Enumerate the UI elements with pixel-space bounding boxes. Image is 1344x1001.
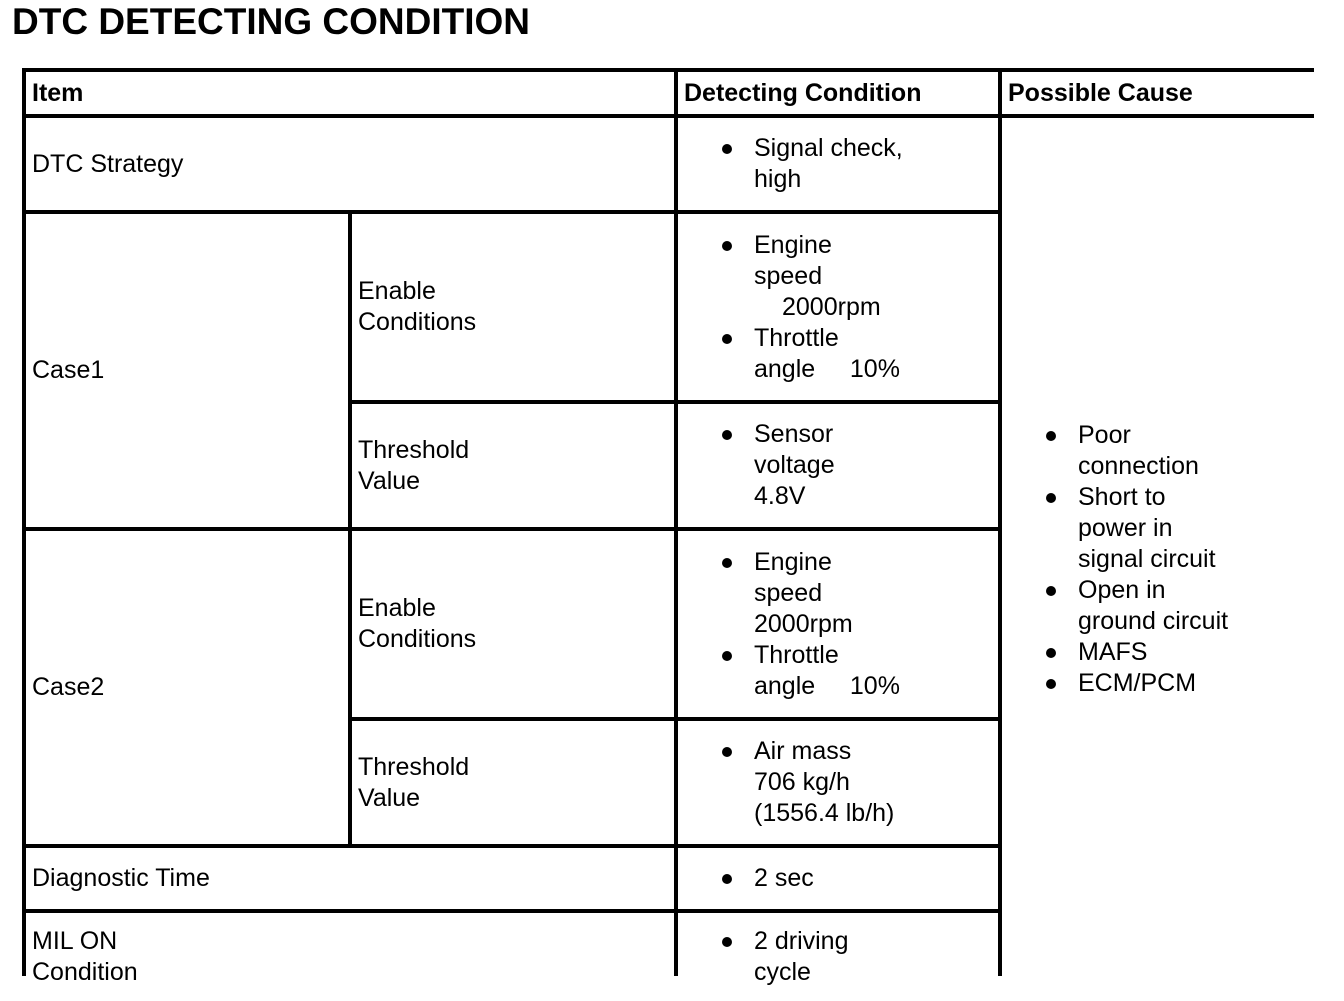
- list-item: [718, 419, 835, 512]
- list-item: [718, 926, 849, 988]
- cause-line: Poor: [1078, 421, 1131, 449]
- cause-line: ECM/PCM: [1078, 669, 1197, 697]
- condition-line: angle 10%: [754, 354, 900, 383]
- dtc-strategy-label: DTC Strategy: [26, 118, 674, 210]
- case1-enable-condition: [678, 214, 998, 400]
- case1-threshold-label: [352, 404, 674, 527]
- label-line: Value: [358, 783, 421, 812]
- label-line: Enable: [358, 277, 436, 305]
- case2-threshold-label: [352, 721, 674, 844]
- case1-label: Case1: [26, 214, 348, 527]
- condition-line: 2000rpm: [754, 609, 853, 638]
- header-possible-cause: Possible Cause: [1002, 72, 1322, 114]
- condition-line: Engine: [754, 230, 832, 259]
- dtc-table: [22, 68, 1314, 986]
- case2-enable-label: [352, 531, 674, 717]
- condition-line: Sensor: [754, 420, 834, 448]
- list-item: [718, 547, 900, 640]
- list-item: [1042, 420, 1228, 482]
- cause-line: connection: [1078, 452, 1199, 480]
- condition-line: (1556.4 lb/h): [754, 799, 895, 827]
- list-item: [718, 133, 903, 195]
- condition-line: Throttle: [754, 640, 839, 669]
- condition-line: speed: [754, 578, 823, 607]
- list-item: [718, 230, 900, 323]
- condition-line: speed: [754, 261, 823, 290]
- label-line: Conditions: [358, 308, 477, 336]
- condition-line: Air mass: [754, 737, 852, 765]
- diagnostic-time-condition: [678, 848, 998, 909]
- list-item: [718, 736, 894, 829]
- condition-line: cycle: [754, 958, 811, 986]
- list-item: [1042, 637, 1228, 668]
- cause-line: signal circuit: [1078, 545, 1216, 573]
- label-line: MIL ON: [32, 927, 118, 955]
- label-line: Condition: [32, 958, 138, 986]
- condition-line: 2000rpm: [782, 292, 881, 321]
- label-line: Threshold: [358, 752, 470, 781]
- case1-enable-label: [352, 214, 674, 400]
- label-line: Enable: [358, 594, 436, 622]
- list-item: [1042, 668, 1228, 699]
- case2-threshold-condition: [678, 721, 998, 844]
- condition-line: voltage: [754, 451, 835, 479]
- header-detecting-condition: Detecting Condition: [678, 72, 998, 114]
- list-item: [1042, 575, 1228, 637]
- condition-line: high: [754, 165, 802, 193]
- list-item: [718, 863, 814, 894]
- label-line: Value: [358, 466, 421, 495]
- list-item: [718, 323, 900, 385]
- condition-line: angle 10%: [754, 671, 900, 700]
- cause-line: MAFS: [1078, 638, 1148, 666]
- condition-line: 706 kg/h: [754, 768, 850, 796]
- cause-line: Short to: [1078, 483, 1166, 511]
- page-title: DTC DETECTING CONDITION: [12, 1, 530, 42]
- list-item: [1042, 482, 1228, 575]
- list-item: [718, 640, 900, 702]
- case2-label: Case2: [26, 531, 348, 844]
- condition-line: Signal check,: [754, 134, 903, 162]
- mil-on-condition: [678, 913, 998, 1001]
- condition-line: Engine: [754, 547, 832, 576]
- header-item: Item: [26, 72, 674, 114]
- cause-line: ground circuit: [1078, 607, 1229, 635]
- possible-cause-cell: [1002, 118, 1322, 1001]
- diagnostic-time-label: Diagnostic Time: [26, 848, 674, 909]
- condition-line: Throttle: [754, 323, 839, 352]
- mil-on-label: [26, 913, 674, 1001]
- cause-line: power in: [1078, 514, 1173, 542]
- condition-line: 2 sec: [754, 864, 814, 892]
- case2-enable-condition: [678, 531, 998, 717]
- label-line: Threshold: [358, 435, 470, 464]
- case1-threshold-condition: [678, 404, 998, 527]
- cause-line: Open in: [1078, 576, 1166, 604]
- label-line: Conditions: [358, 625, 477, 653]
- dtc-strategy-condition: [678, 118, 998, 210]
- condition-line: 4.8V: [754, 482, 806, 510]
- condition-line: 2 driving: [754, 927, 849, 955]
